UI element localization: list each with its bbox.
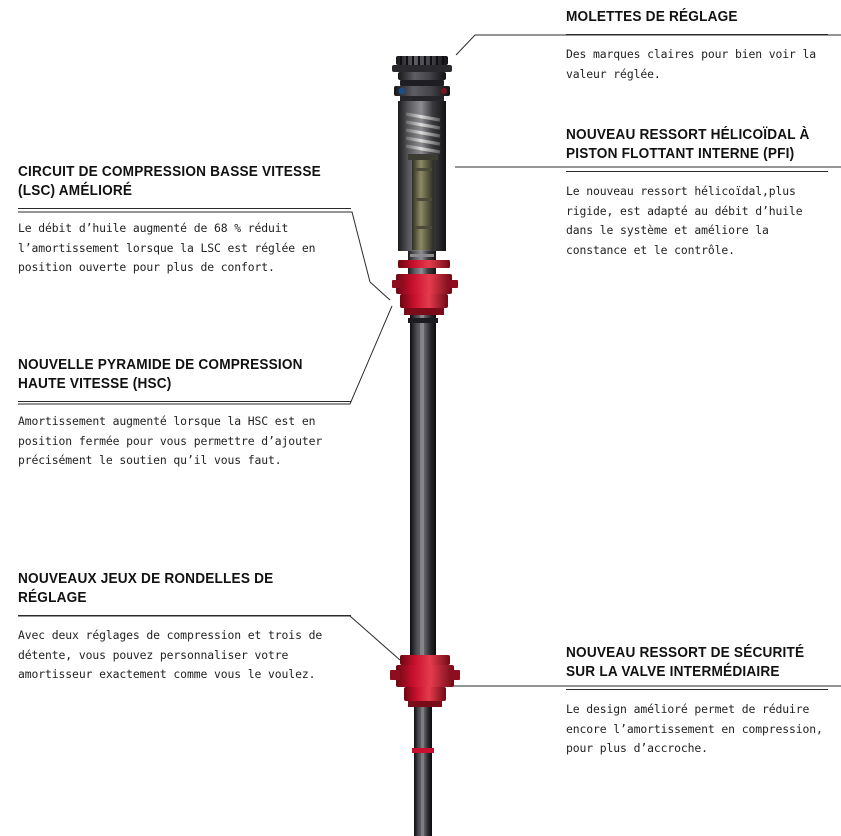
callout-title: NOUVELLE PYRAMIDE DE COMPRESSION HAUTE VITESSE (HSC): [18, 357, 303, 393]
callout-body: Le design amélioré permet de réduire encore l’amortissement en compression, pour plus d’accroche.: [566, 702, 823, 756]
red-damper-lower: [390, 655, 460, 707]
fork-internals-housing: [398, 101, 446, 251]
callout-rule: [566, 171, 828, 172]
callout-title: NOUVEAUX JEUX DE RONDELLES DE RÉGLAGE: [18, 571, 274, 607]
callout-molettes-de-reglage: [566, 8, 828, 84]
callout-body: Des marques claires pour bien voir la valeur réglée.: [566, 47, 817, 81]
callout-title: NOUVEAU RESSORT HÉLICOÏDAL À PISTON FLOTTANT INTERNE (PFI): [566, 127, 810, 163]
fork-top-adjusters: [392, 56, 452, 101]
callout-rule: [18, 615, 351, 616]
callout-body: Amortissement augmenté lorsque la HSC est en position fermée pour vous permettre d’ajouter précisément le soutien qu’il vous faut.: [18, 414, 323, 468]
callout-title: MOLETTES DE RÉGLAGE: [566, 9, 738, 25]
callout-rule: [566, 34, 828, 35]
callout-body: Le nouveau ressort hélicoïdal,plus rigide, est adapté au débit d’huile dans le système et améliore la constance et le contrôle.: [566, 184, 803, 258]
callout-body: Avec deux réglages de compression et trois de détente, vous pouvez personnaliser votre amortisseur exactement comme vous le voulez.: [18, 628, 323, 682]
callout-body: Le débit d’huile augmenté de 68 % réduit l’amortissement lorsque la LSC est réglée en position ouverte pour plus de confort.: [18, 221, 316, 275]
callout-rule: [18, 401, 351, 402]
callout-title: NOUVEAU RESSORT DE SÉCURITÉ SUR LA VALVE INTERMÉDIAIRE: [566, 645, 805, 681]
callout-rule: [566, 689, 828, 690]
callout-nouvelle-pyramide-compression-haute-vitesse: [18, 356, 351, 471]
callout-nouveau-ressort-helicoidal-pfi: [566, 126, 828, 261]
callout-nouveau-ressort-de-securite-valve-intermediaire: [566, 644, 828, 759]
suspension-fork-illustration: [370, 48, 480, 836]
callout-title: CIRCUIT DE COMPRESSION BASSE VITESSE (LSC) AMÉLIORÉ: [18, 164, 321, 200]
fork-lower-shaft: [412, 707, 434, 836]
fork-stanchion: [408, 315, 438, 655]
callout-rule: [18, 208, 351, 209]
callout-circuit-compression-basse-vitesse: [18, 163, 351, 278]
callout-nouveaux-jeux-de-rondelles-de-reglage: [18, 570, 351, 685]
